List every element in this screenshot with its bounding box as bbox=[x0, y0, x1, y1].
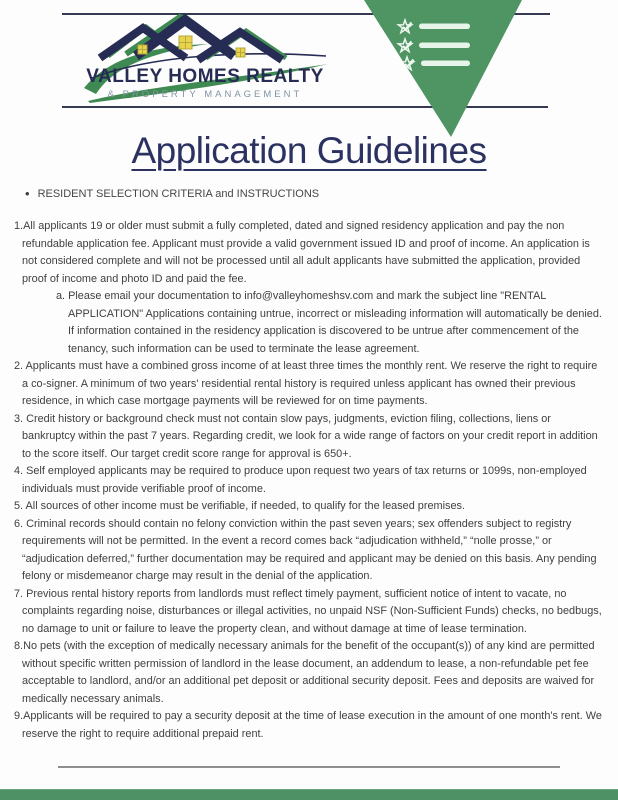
list-item-1 bbox=[14, 218, 602, 358]
banner-triangle bbox=[364, 0, 522, 137]
list-item-9: 9.Applicants will be required to pay a security deposit at the time of lease execution in the amount of one month's rent. We reserve the right to require additional prepaid rent. bbox=[14, 710, 602, 740]
list-item-7: 7. Previous rental history reports from landlords must reflect timely payment, sufficient notice of intent to vacate, no complaints regarding noise, disturbances or illegal activities, no unpaid NSF (Non-Sufficient Funds) checks, no bedbugs, no damage to unit or failure to leave the property clean, and without damage at time of lease termination. bbox=[14, 587, 602, 635]
guidelines-list bbox=[14, 218, 602, 743]
section-header-label: RESIDENT SELECTION CRITERIA and INSTRUCTIONS bbox=[37, 187, 320, 200]
footer-rule bbox=[58, 766, 560, 768]
section-header bbox=[25, 187, 319, 200]
checklist-banner bbox=[364, 0, 522, 137]
page-title: Application Guidelines bbox=[131, 130, 487, 171]
bullet-icon: • bbox=[25, 186, 30, 201]
list-item-1-text: 1.All applicants 19 or older must submit a fully completed, dated and signed residency application and pay the non refundable application fee. Applicant must provide a valid government issued ID and proof of income. An application is not considered complete and will not be processed until all adult applicants have submitted the application, provided proof of income and photo ID and paid the fee. bbox=[14, 220, 590, 285]
brand-name: VALLEY HOMES REALTY bbox=[86, 66, 324, 87]
checklist-rows bbox=[398, 20, 470, 70]
list-item-8: 8.No pets (with the exception of medically necessary animals for the benefit of the occupant(s)) of any kind are permitted without specific written permission of landlord in the lease document, an addendum to lease, a non-refundable pet fee acceptable to landlord, and/or an additional pet deposit or additional security deposit. Fees and deposits are waived for medically necessary animals. bbox=[14, 640, 595, 705]
brand-tagline: & PROPERTY MANAGEMENT bbox=[107, 89, 303, 100]
list-item-6: 6. Criminal records should contain no felony conviction within the past seven years; sex offenders subject to registry requirements will not be permitted. In the event a record comes back “adjudication withheld,” “nolle prosse,” or “adjudication deferred,” further documentation may be required and applicant may be denied on this basis. Any pending felony or misdemeanor charge may result in the denial of the application. bbox=[14, 517, 597, 582]
brand-logo bbox=[80, 14, 330, 106]
list-item-5: 5. All sources of other income must be verifiable, if needed, to qualify for the leased premises. bbox=[14, 500, 465, 512]
list-item-1a: a. Please email your documentation to info@valleyhomeshsv.com and mark the subject line "RENTAL APPLICATION" Applications containing untrue, incorrect or misleading information will automatically be denied. If information contained in the residency application is discovered to be untrue after commencement of the tenancy, such information can be used to terminate the lease agreement. bbox=[56, 290, 602, 355]
footer-green-bar bbox=[0, 789, 618, 800]
list-item-2: 2. Applicants must have a combined gross income of at least three times the monthly rent. We reserve the right to require a co-signer. A minimum of two years' residential rental history is required unless applicant has owned their previous residence, in which case mortgage payments will be reviewed for on time payments. bbox=[14, 360, 598, 407]
list-item-3: 3. Credit history or background check must not contain slow pays, judgments, eviction filing, collections, liens or bankruptcy within the past 7 years. Regarding credit, we look for a wide range of factors on your credit report in addition to the score itself. Our target credit score range for approval is 650+. bbox=[14, 412, 598, 460]
list-item-4: 4. Self employed applicants may be required to produce upon request two years of tax returns or 1099s, non-employed individuals must provide verifiable proof of income. bbox=[14, 465, 587, 495]
